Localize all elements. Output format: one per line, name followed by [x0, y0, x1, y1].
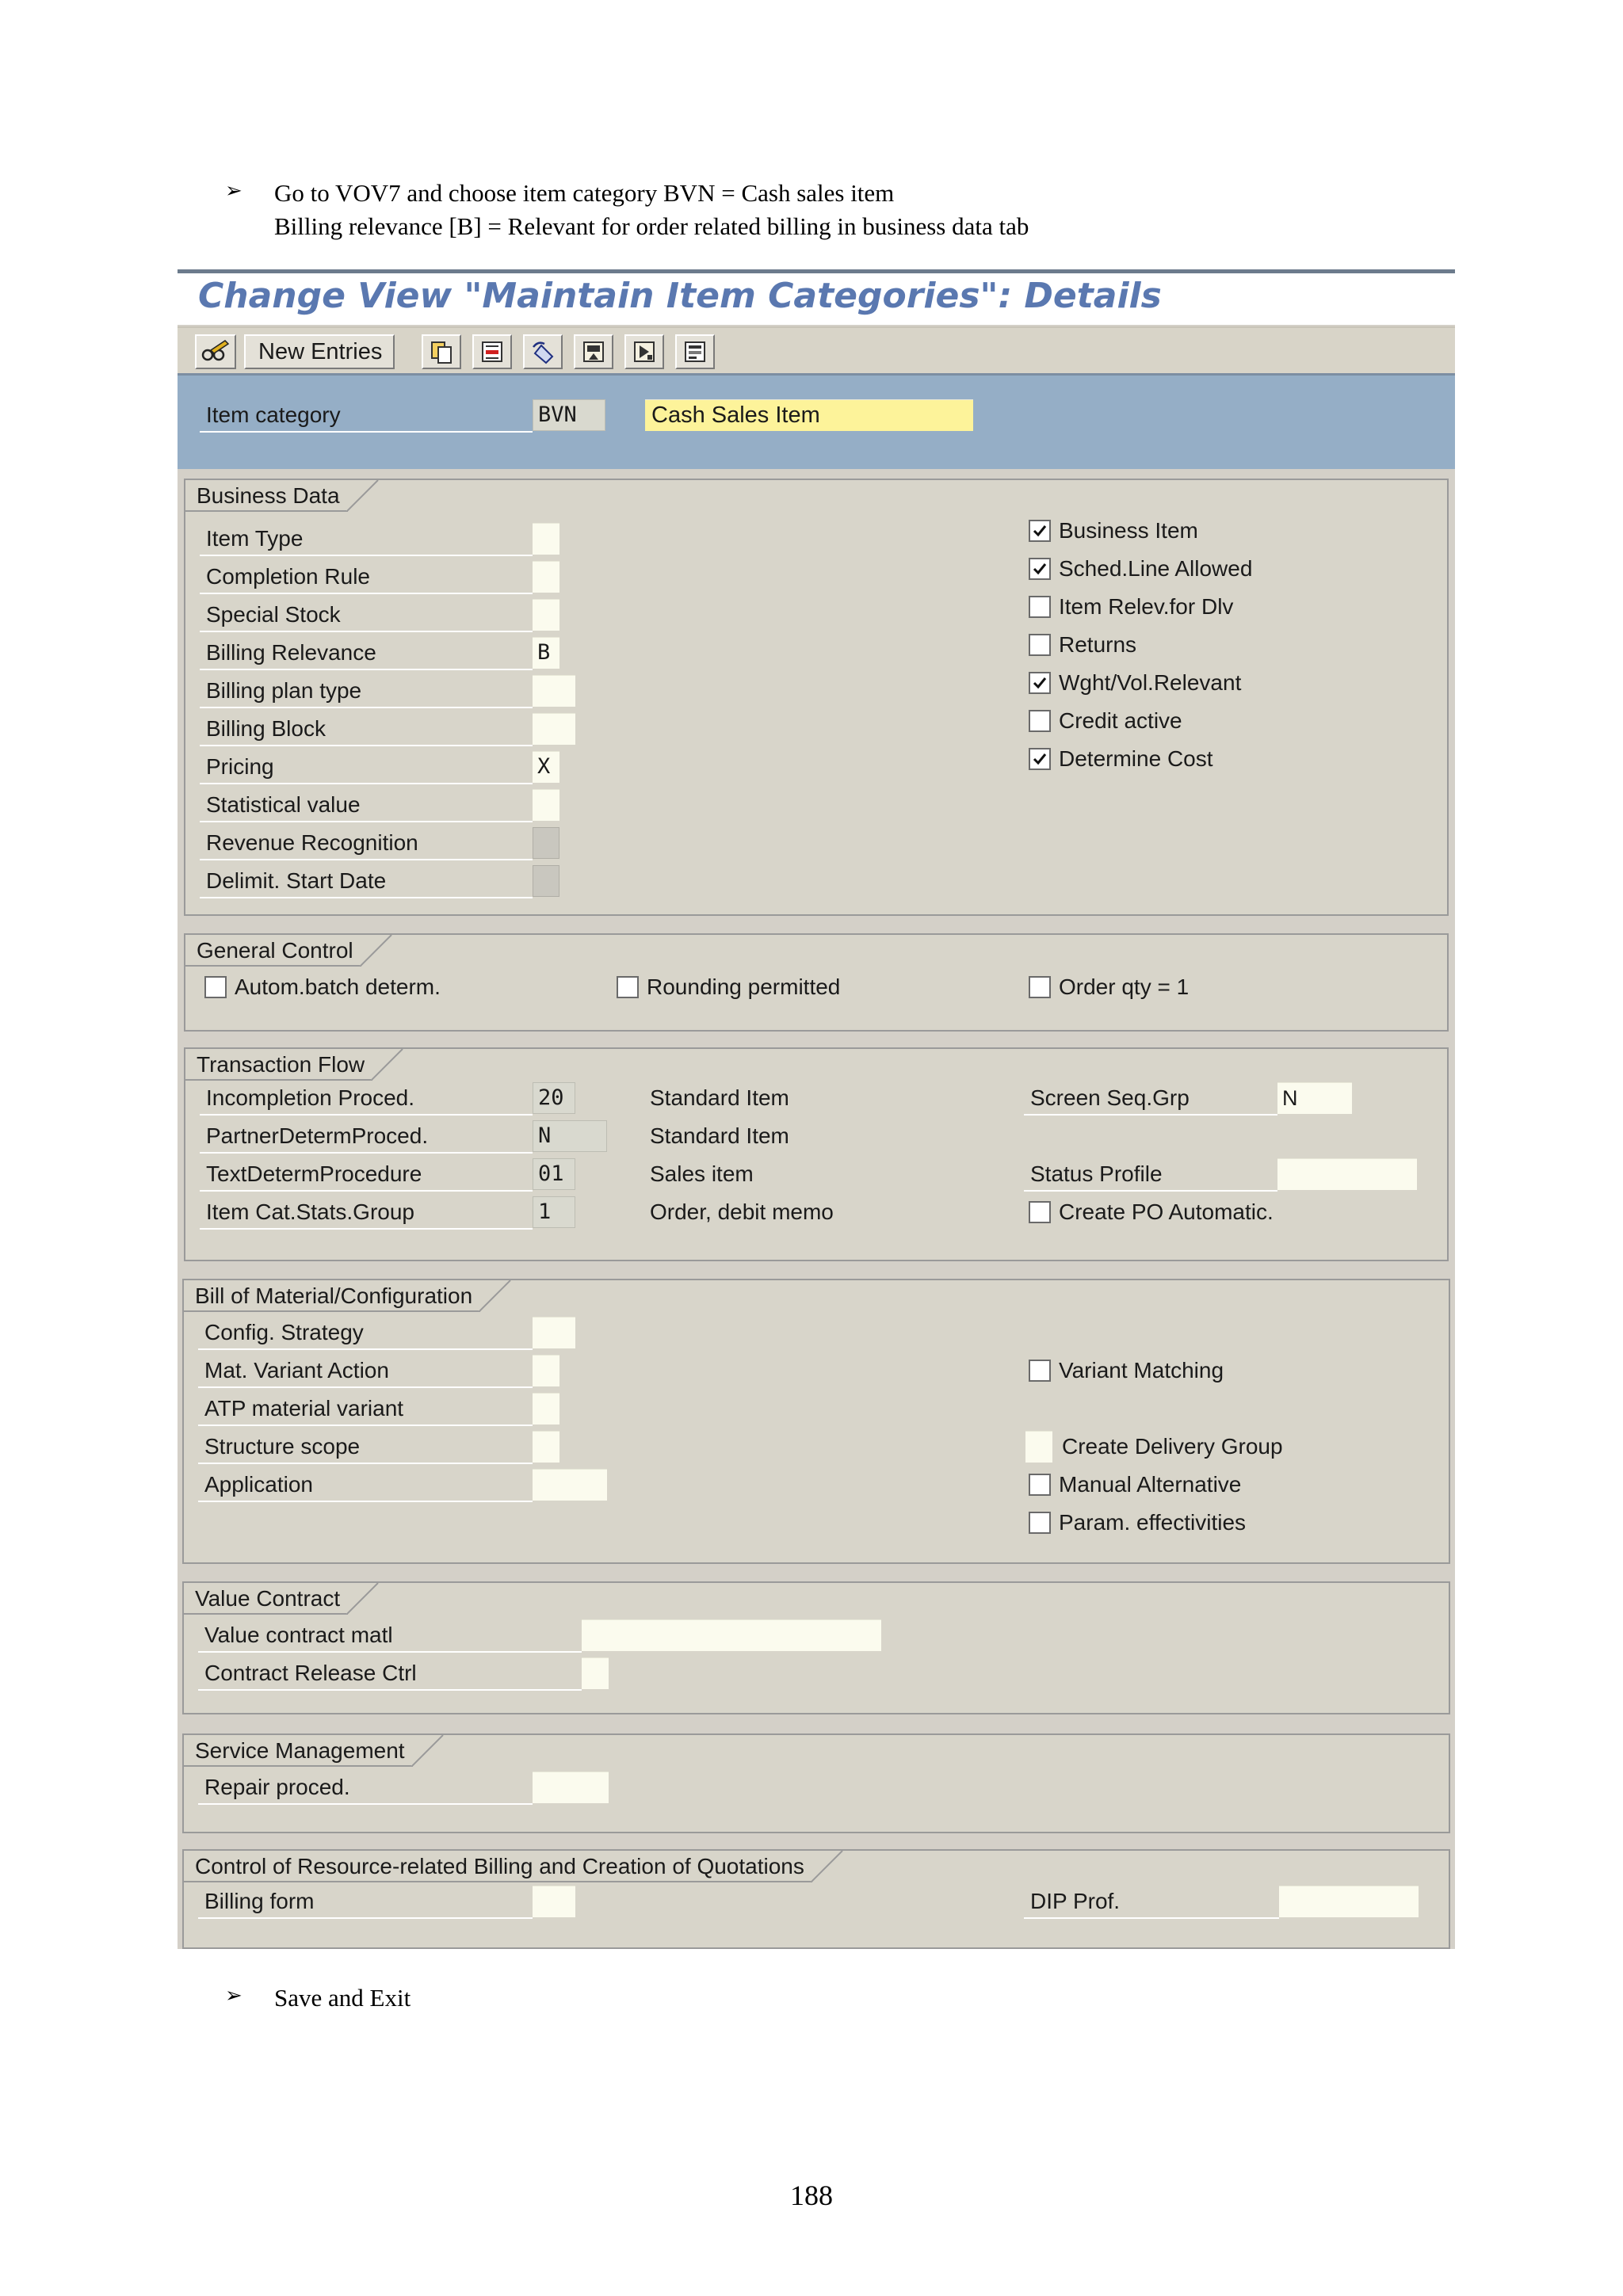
label-underline [198, 1917, 533, 1919]
tab-slant-decoration [360, 935, 395, 967]
general-control-title-text: General Control [197, 938, 353, 963]
status-profile-label: Status Profile [1030, 1161, 1163, 1186]
intro-line-2: Billing relevance [B] = Relevant for order related billing in business data tab [274, 212, 1029, 240]
prev-entry-icon [581, 339, 606, 364]
config-strategy-label: Config. Strategy [204, 1320, 364, 1344]
create-po-automatic-label: Create PO Automatic. [1059, 1199, 1274, 1224]
screen-seq-grp-label: Screen Seq.Grp [1030, 1085, 1190, 1110]
copy-icon [429, 339, 454, 364]
item-relev-for-dlv-label: Item Relev.for Dlv [1059, 594, 1234, 619]
sched-line-allowed-label: Sched.Line Allowed [1059, 556, 1253, 581]
undo-icon [530, 339, 556, 364]
label-underline [198, 1386, 533, 1388]
label-underline [198, 1463, 533, 1464]
variant-matching-label: Variant Matching [1059, 1358, 1224, 1383]
billing-relevance-field[interactable]: B [533, 637, 559, 669]
label-underline [198, 1803, 533, 1805]
billing-form-field[interactable] [533, 1886, 575, 1917]
resource-billing-title-text: Control of Resource-related Billing and Creation of Quotations [195, 1854, 804, 1878]
item-type-field[interactable] [533, 523, 559, 555]
label-underline [200, 745, 533, 746]
delete-icon [479, 339, 505, 364]
label-underline [198, 1689, 582, 1691]
dip-prof-field[interactable] [1279, 1886, 1419, 1917]
label-underline [200, 821, 533, 822]
order-qty-1-checkbox[interactable] [1029, 976, 1051, 998]
manual-alternative-label: Manual Alternative [1059, 1472, 1242, 1497]
mat-variant-action-field[interactable] [533, 1355, 559, 1386]
label-underline [200, 1114, 533, 1116]
pencil-glasses-icon [200, 339, 231, 364]
delete-button[interactable] [472, 334, 512, 369]
incompletion-proced-field[interactable]: 20 [533, 1082, 575, 1114]
partnerdetermproced-label: PartnerDetermProced. [206, 1123, 429, 1148]
textdetermprocedure-description: Sales item [650, 1161, 754, 1186]
business-item-checkbox[interactable] [1029, 520, 1051, 542]
business-data-title-text: Business Data [197, 483, 340, 508]
title-top-rule [178, 269, 1455, 273]
label-underline [200, 1190, 533, 1192]
item-category-field[interactable]: BVN [533, 399, 605, 431]
item-cat-stats-group-description: Order, debit memo [650, 1199, 834, 1224]
autom-batch-determ-checkbox[interactable] [204, 976, 227, 998]
previous-entry-button[interactable] [574, 334, 613, 369]
tab-slant-decoration [411, 1735, 446, 1767]
outro-line: Save and Exit [274, 1984, 411, 2012]
delimit-start-date-field[interactable] [533, 865, 559, 897]
item-category-description: Cash Sales Item [645, 399, 973, 431]
value-contract-title [184, 1583, 348, 1615]
label-underline [200, 1228, 533, 1230]
label-underline [200, 707, 533, 708]
completion-rule-field[interactable] [533, 561, 559, 593]
label-underline [198, 1651, 582, 1653]
rounding-permitted-label: Rounding permitted [647, 974, 841, 999]
general-control-title [185, 935, 361, 967]
structure-scope-label: Structure scope [204, 1434, 361, 1459]
manual-alternative-checkbox[interactable] [1029, 1474, 1051, 1496]
tab-slant-decoration [479, 1280, 514, 1312]
structure-scope-field[interactable] [533, 1431, 559, 1463]
label-underline [200, 897, 533, 898]
repair-proced-field[interactable] [533, 1772, 609, 1803]
tab-slant-decoration [346, 480, 381, 512]
completion-rule-label: Completion Rule [206, 564, 370, 589]
atp-material-variant-label: ATP material variant [204, 1396, 404, 1421]
returns-label: Returns [1059, 632, 1137, 657]
label-underline [200, 593, 533, 594]
dip-prof-label: DIP Prof. [1030, 1889, 1121, 1913]
pricing-label: Pricing [206, 754, 274, 779]
business-data-title [185, 480, 348, 512]
revenue-recognition-field[interactable] [533, 827, 559, 859]
credit-active-label: Credit active [1059, 708, 1182, 733]
billing-relevance-label: Billing Relevance [206, 640, 376, 665]
order-qty-1-label: Order qty = 1 [1059, 974, 1190, 999]
item-cat-stats-group-label: Item Cat.Stats.Group [206, 1199, 414, 1224]
value-contract-matl-field[interactable] [582, 1619, 881, 1651]
textdetermprocedure-field[interactable]: 01 [533, 1158, 575, 1190]
undo-change-button[interactable] [523, 334, 563, 369]
status-profile-field[interactable] [1277, 1158, 1417, 1190]
resource-billing-group [182, 1849, 1450, 1949]
wght-vol-relevant-label: Wght/Vol.Relevant [1059, 670, 1242, 695]
label-underline [198, 1501, 533, 1502]
special-stock-field[interactable] [533, 599, 559, 631]
create-delivery-group-field[interactable] [1025, 1431, 1052, 1463]
next-entry-icon [632, 339, 657, 364]
label-underline [198, 1425, 533, 1426]
create-po-automatic-checkbox[interactable] [1029, 1201, 1051, 1223]
next-entry-button[interactable] [624, 334, 664, 369]
repair-proced-label: Repair proced. [204, 1775, 350, 1799]
label-underline [1024, 1917, 1279, 1919]
billing-form-label: Billing form [204, 1889, 315, 1913]
rounding-permitted-checkbox[interactable] [617, 976, 639, 998]
page-number: 188 [790, 2180, 833, 2211]
sched-line-allowed-checkbox[interactable] [1029, 558, 1051, 580]
bom-configuration-title-text: Bill of Material/Configuration [195, 1283, 473, 1308]
bom-configuration-title [184, 1280, 480, 1312]
variant-matching-checkbox[interactable] [1029, 1360, 1051, 1382]
credit-active-checkbox[interactable] [1029, 710, 1051, 732]
bullet-icon: ➢ [225, 179, 242, 203]
select-all-button[interactable] [675, 334, 715, 369]
label-underline [200, 1152, 533, 1154]
create-delivery-group-label: Create Delivery Group [1062, 1434, 1283, 1459]
contract-release-ctrl-field[interactable] [582, 1657, 609, 1689]
label-underline [200, 783, 533, 784]
application-field[interactable] [533, 1469, 607, 1501]
copy-as-button[interactable] [422, 334, 461, 369]
incompletion-proced-label: Incompletion Proced. [206, 1085, 415, 1110]
billing-plan-type-label: Billing plan type [206, 678, 362, 703]
determine-cost-checkbox[interactable] [1029, 748, 1051, 770]
display-change-button[interactable] [195, 334, 236, 369]
value-contract-title-text: Value Contract [195, 1586, 341, 1611]
service-management-title [184, 1735, 413, 1767]
mat-variant-action-label: Mat. Variant Action [204, 1358, 389, 1383]
item-category-label: Item category [206, 402, 341, 427]
item-relev-for-dlv-checkbox[interactable] [1029, 596, 1051, 618]
label-underline [200, 555, 533, 556]
partnerdetermproced-field[interactable]: N [533, 1120, 607, 1152]
value-contract-matl-label: Value contract matl [204, 1623, 393, 1647]
screen-seq-grp-field[interactable]: N [1277, 1082, 1352, 1114]
billing-plan-type-field[interactable] [533, 675, 575, 707]
bullet-icon: ➢ [225, 1984, 242, 2008]
contract-release-ctrl-label: Contract Release Ctrl [204, 1661, 417, 1685]
statistical-value-label: Statistical value [206, 792, 361, 817]
label-underline [1024, 1114, 1277, 1116]
label-underline [198, 1348, 533, 1350]
transaction-flow-title-text: Transaction Flow [197, 1052, 365, 1077]
textdetermprocedure-label: TextDetermProcedure [206, 1161, 422, 1186]
param-effectivities-label: Param. effectivities [1059, 1510, 1247, 1535]
atp-material-variant-field[interactable] [533, 1393, 559, 1425]
item-type-label: Item Type [206, 526, 304, 551]
config-strategy-field[interactable] [533, 1317, 575, 1348]
tab-slant-decoration [346, 1583, 381, 1615]
new-entries-label: New Entries [258, 339, 383, 364]
param-effectivities-checkbox[interactable] [1029, 1512, 1051, 1534]
item-cat-stats-group-field[interactable]: 1 [533, 1196, 575, 1228]
bom-configuration-group [182, 1279, 1450, 1564]
resource-billing-title [184, 1851, 812, 1882]
select-icon [682, 339, 708, 364]
label-underline [200, 669, 533, 670]
label-underline [200, 631, 533, 632]
tab-slant-decoration [371, 1049, 406, 1081]
intro-line-1: Go to VOV7 and choose item category BVN = Cash sales item [274, 179, 895, 207]
service-management-group [182, 1733, 1450, 1833]
autom-batch-determ-label: Autom.batch determ. [235, 974, 441, 999]
new-entries-button[interactable] [244, 334, 395, 369]
wght-vol-relevant-checkbox[interactable] [1029, 672, 1051, 694]
label-underline [1024, 1190, 1277, 1192]
partnerdetermproced-description: Standard Item [650, 1123, 789, 1148]
label-underline [200, 431, 533, 433]
delimit-start-date-label: Delimit. Start Date [206, 868, 387, 893]
label-underline [200, 859, 533, 860]
application-label: Application [204, 1472, 313, 1497]
application-toolbar [178, 326, 1455, 376]
tab-slant-decoration [811, 1851, 846, 1882]
special-stock-label: Special Stock [206, 602, 341, 627]
service-management-title-text: Service Management [195, 1738, 405, 1763]
determine-cost-label: Determine Cost [1059, 746, 1213, 771]
business-item-label: Business Item [1059, 518, 1198, 543]
returns-checkbox[interactable] [1029, 634, 1051, 656]
window-title: Change View "Maintain Item Categories": Details [198, 276, 1162, 316]
transaction-flow-title [185, 1049, 372, 1081]
statistical-value-field[interactable] [533, 789, 559, 821]
pricing-field[interactable]: X [533, 751, 559, 783]
billing-block-field[interactable] [533, 713, 575, 745]
revenue-recognition-label: Revenue Recognition [206, 830, 418, 855]
billing-block-label: Billing Block [206, 716, 326, 741]
incompletion-proced-description: Standard Item [650, 1085, 789, 1110]
